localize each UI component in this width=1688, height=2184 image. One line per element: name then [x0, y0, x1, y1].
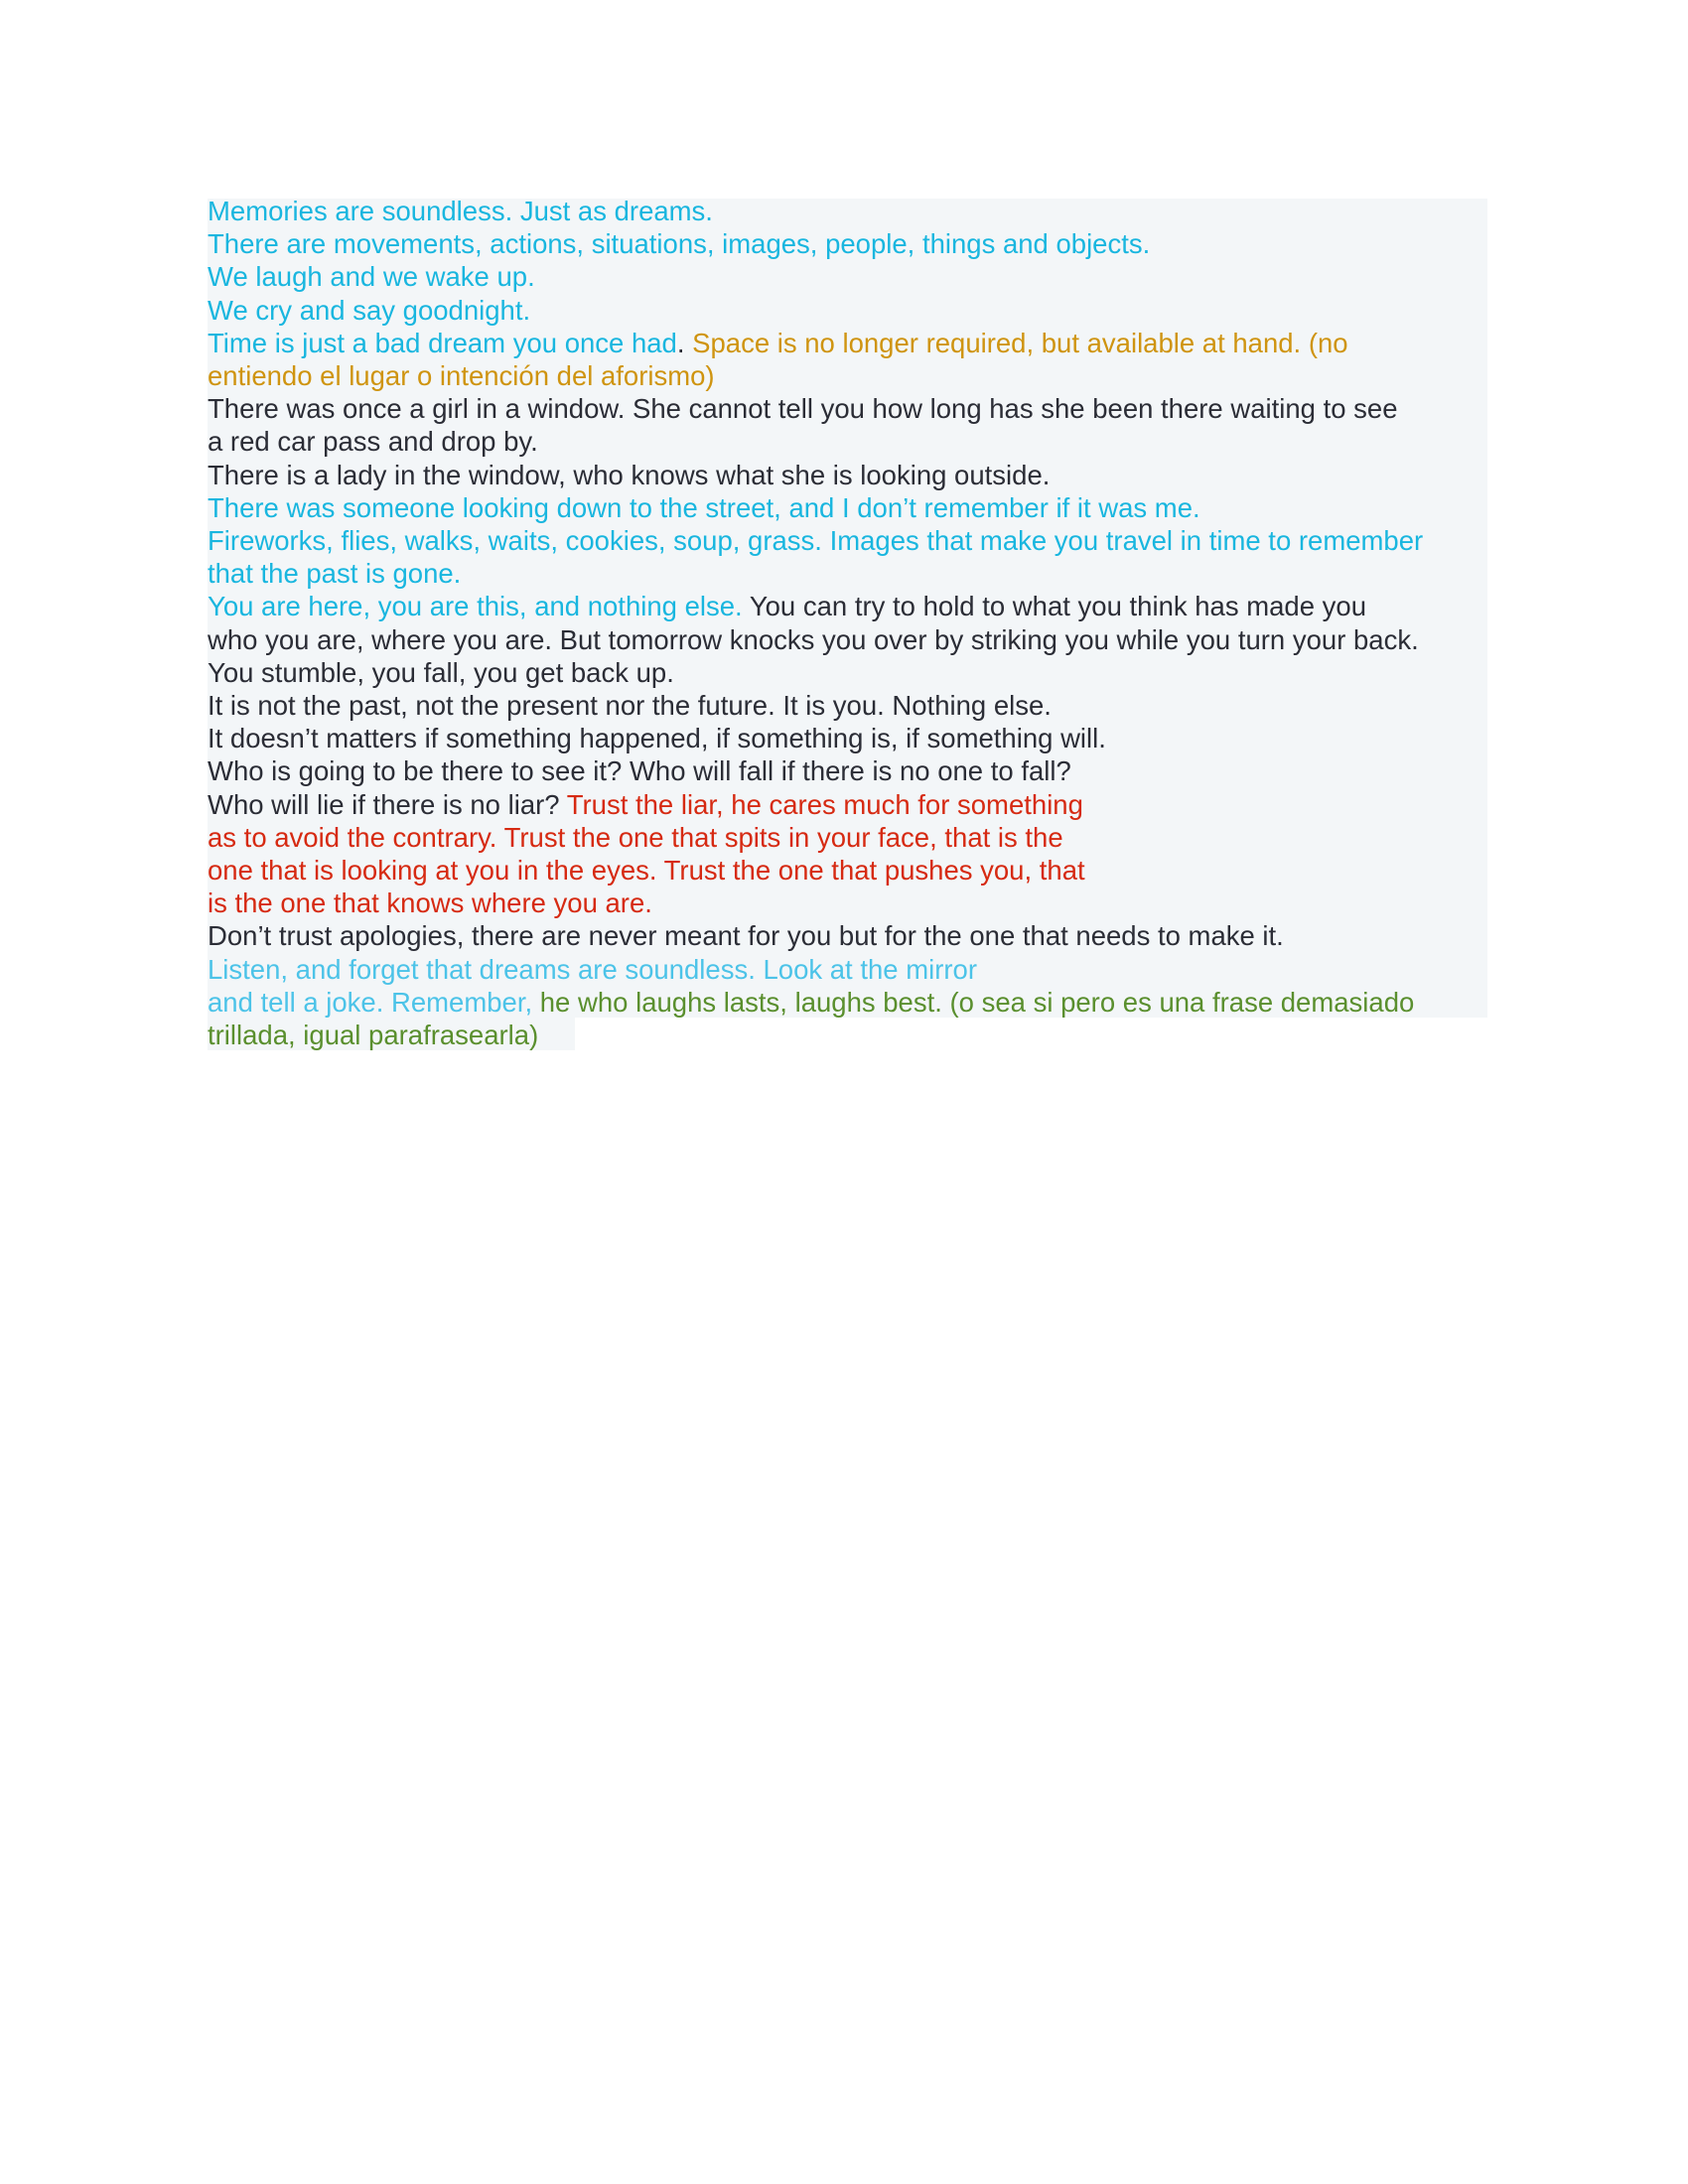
- text-segment-dark: There is a lady in the window, who knows what she is looking outside.: [208, 459, 1051, 490]
- text-line: [208, 590, 1487, 622]
- text-line: [208, 557, 1487, 590]
- text-segment-dark: You stumble, you fall, you get back up.: [208, 656, 674, 688]
- text-segment-red: Trust the liar, he cares much for something: [566, 788, 1083, 820]
- text-line: [208, 260, 1487, 293]
- text-segment-dark: who you are, where you are. But tomorrow knocks you over by striking you while you turn your back.: [208, 623, 1419, 655]
- text-line: [208, 887, 1487, 919]
- text-block: [208, 195, 1487, 1051]
- text-segment-dark: .: [676, 327, 693, 358]
- text-lines: [208, 195, 1487, 1051]
- text-segment-cyan: Time is just a bad dream you once had: [208, 327, 677, 358]
- text-segment-dark: It is not the past, not the present nor the future. It is you. Nothing else.: [208, 690, 1052, 722]
- text-segment-cyan: Memories are soundless. Just as dreams.: [208, 196, 713, 226]
- text-segment-dark: You can try to hold to what you think has made you: [742, 591, 1366, 622]
- text-line: [208, 788, 1487, 821]
- text-segment-dark: Who will lie if there is no liar?: [208, 788, 567, 820]
- text-line: [208, 919, 1487, 952]
- text-line: [208, 623, 1487, 656]
- text-line: [208, 1019, 1487, 1051]
- text-segment-cyan: We cry and say goodnight.: [208, 294, 531, 326]
- text-segment-red: is the one that knows where you are.: [208, 887, 652, 919]
- text-segment-orange: entiendo el lugar o intención del aforismo): [208, 360, 715, 392]
- text-line: [208, 459, 1487, 491]
- text-segment-dark: a red car pass and drop by.: [208, 426, 538, 458]
- text-line: [208, 425, 1487, 458]
- text-segment-cyan: that the past is gone.: [208, 558, 462, 590]
- text-segment-lightcyan: Listen, and forget that dreams are soundless. Look at the mirror: [208, 953, 977, 985]
- text-segment-dark: Who is going to be there to see it? Who will fall if there is no one to fall?: [208, 755, 1071, 787]
- text-segment-cyan: There are movements, actions, situations, images, people, things and objects.: [208, 228, 1151, 260]
- text-line: [208, 491, 1487, 524]
- text-line: [208, 754, 1487, 787]
- text-segment-dark: There was once a girl in a window. She cannot tell you how long has she been there waiting to see: [208, 393, 1398, 425]
- text-line: [208, 359, 1487, 392]
- text-line: [208, 986, 1487, 1019]
- text-segment-red: as to avoid the contrary. Trust the one that spits in your face, that is the: [208, 821, 1063, 853]
- text-line: [208, 821, 1487, 854]
- text-line: [208, 294, 1487, 327]
- text-segment-green: he who laughs lasts, laughs best. (o sea si pero es una frase demasiado: [539, 986, 1415, 1018]
- text-segment-orange: Space is no longer required, but available at hand. (no: [692, 327, 1348, 358]
- text-segment-cyan: We laugh and we wake up.: [208, 261, 535, 293]
- text-segment-green: trillada, igual parafrasearla): [208, 1020, 539, 1051]
- text-line: [208, 524, 1487, 557]
- text-segment-cyan: There was someone looking down to the street, and I don’t remember if it was me.: [208, 491, 1200, 523]
- text-line: [208, 722, 1487, 754]
- text-line: [208, 689, 1487, 722]
- text-line: [208, 227, 1487, 260]
- text-segment-dark: Don’t trust apologies, there are never meant for you but for the one that needs to make it.: [208, 920, 1284, 952]
- text-line: [208, 656, 1487, 689]
- text-segment-lightcyan: and tell a joke. Remember,: [208, 986, 540, 1018]
- text-line: [208, 327, 1487, 359]
- text-segment-cyan: Fireworks, flies, walks, waits, cookies, soup, grass. Images that make you travel in time to remember: [208, 525, 1424, 557]
- text-line: [208, 392, 1487, 425]
- text-segment-red: one that is looking at you in the eyes. Trust the one that pushes you, that: [208, 855, 1085, 887]
- text-line: [208, 953, 1487, 986]
- text-line: [208, 854, 1487, 887]
- text-segment-cyan: You are here, you are this, and nothing else.: [208, 591, 743, 622]
- text-line: [208, 195, 1487, 227]
- text-segment-dark: It doesn’t matters if something happened, if something is, if something will.: [208, 723, 1106, 754]
